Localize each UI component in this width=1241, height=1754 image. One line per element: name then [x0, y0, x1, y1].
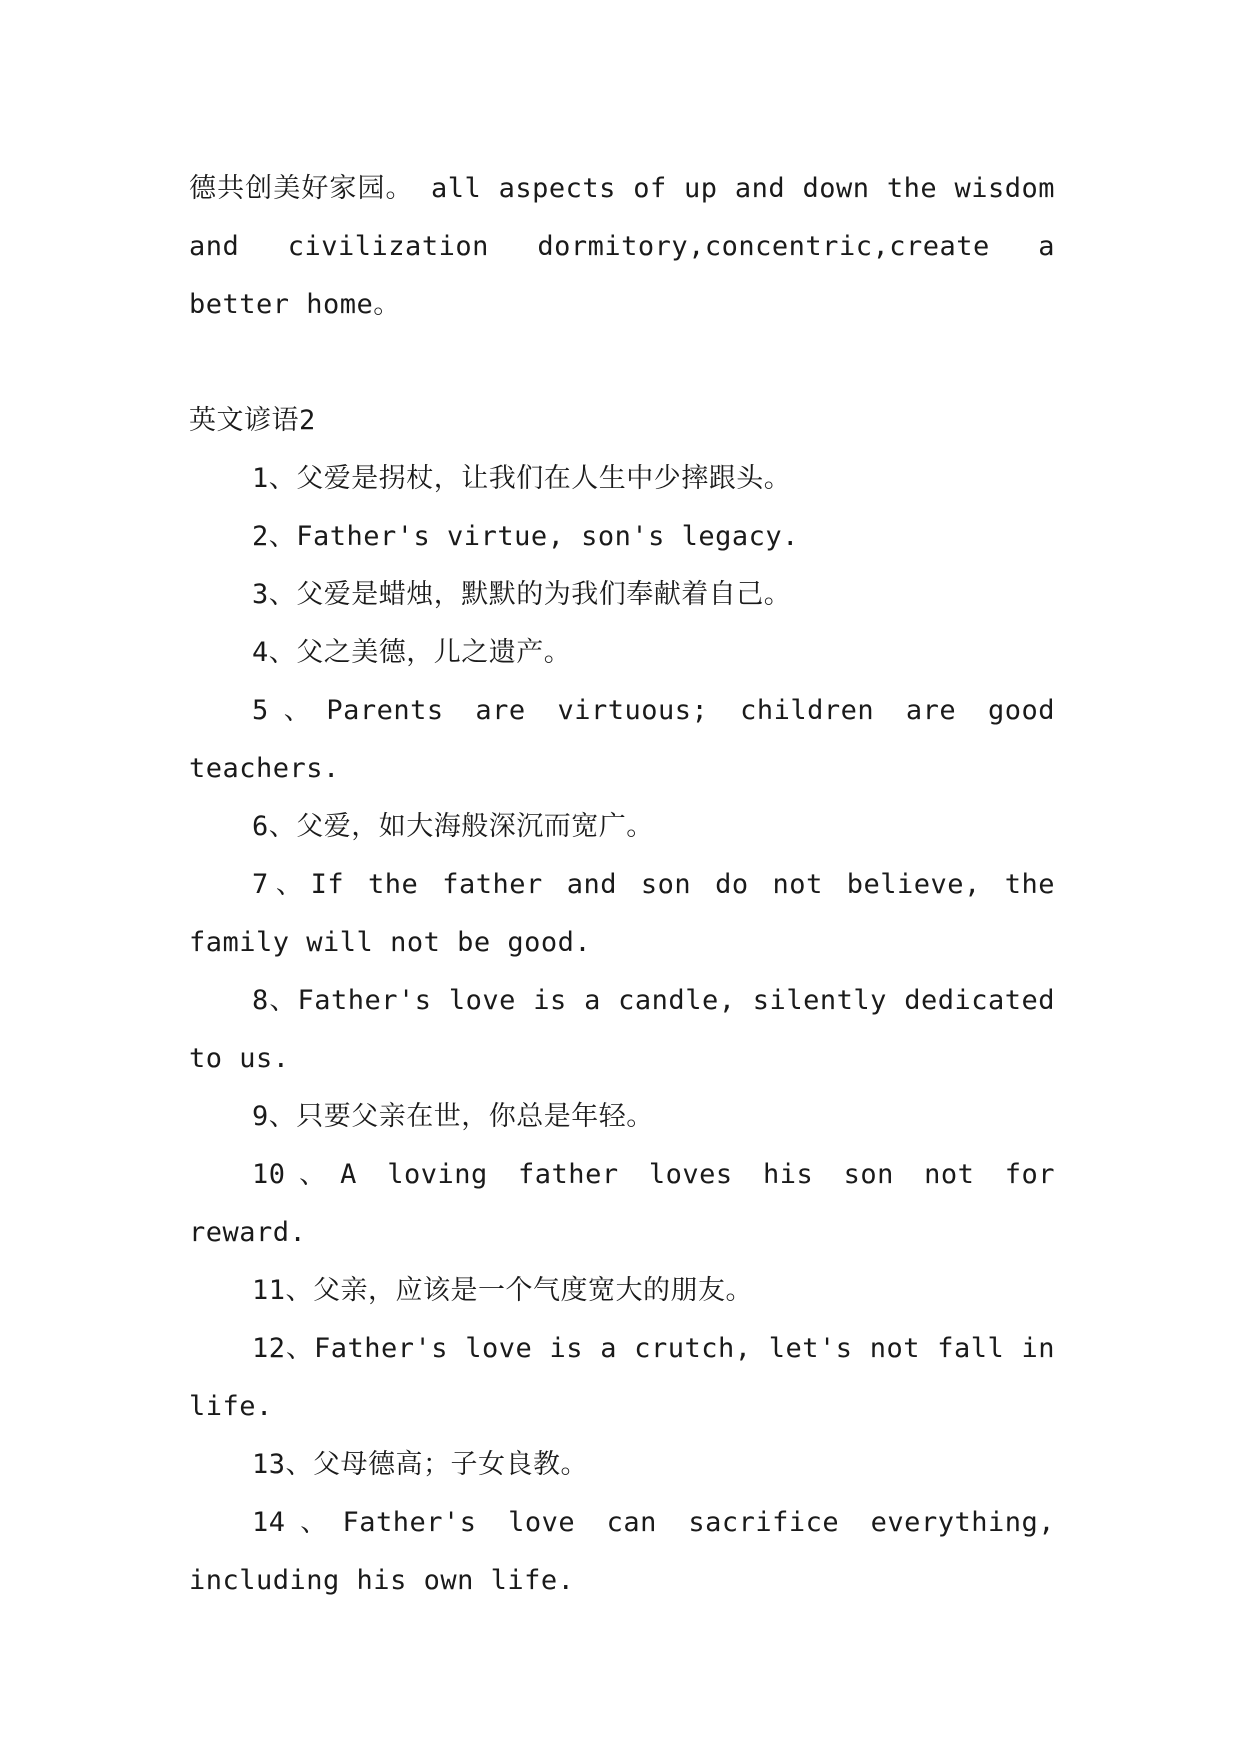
list-item: 13、父母德高；子女良教。 [252, 1449, 589, 1480]
list-item: 5、Parents are virtuous; children are good teachers. [189, 695, 1055, 784]
list-item: 12、Father's love is a crutch, let's not fall in life. [189, 1333, 1055, 1422]
list-item: 14、Father's love can sacrifice everything, including his own life. [189, 1507, 1055, 1596]
list-item: 4、父之美德，儿之遗产。 [252, 637, 572, 668]
list-item: 2、Father's virtue, son's legacy. [252, 521, 799, 552]
list-item: 1、父爱是拐杖，让我们在人生中少摔跟头。 [252, 463, 792, 494]
list-item: 7、If the father and son do not believe, the family will not be good. [189, 869, 1055, 958]
section-title: 英文谚语2 [189, 405, 316, 436]
list-item: 9、只要父亲在世，你总是年轻。 [252, 1101, 654, 1132]
list-item: 6、父爱，如大海般深沉而宽广。 [252, 811, 654, 842]
list-item: 3、父爱是蜡烛，默默的为我们奉献着自己。 [252, 579, 792, 610]
list-item: 10、A loving father loves his son not for reward. [189, 1159, 1055, 1248]
list-item: 11、父亲，应该是一个气度宽大的朋友。 [252, 1275, 754, 1306]
intro-paragraph: 德共创美好家园。 all aspects of up and down the wisdom and civilization dormitory,concentric,create a better home。 [189, 173, 1055, 320]
document-body [189, 160, 1055, 1610]
list-item: 8、Father's love is a candle, silently dedicated to us. [189, 985, 1055, 1074]
